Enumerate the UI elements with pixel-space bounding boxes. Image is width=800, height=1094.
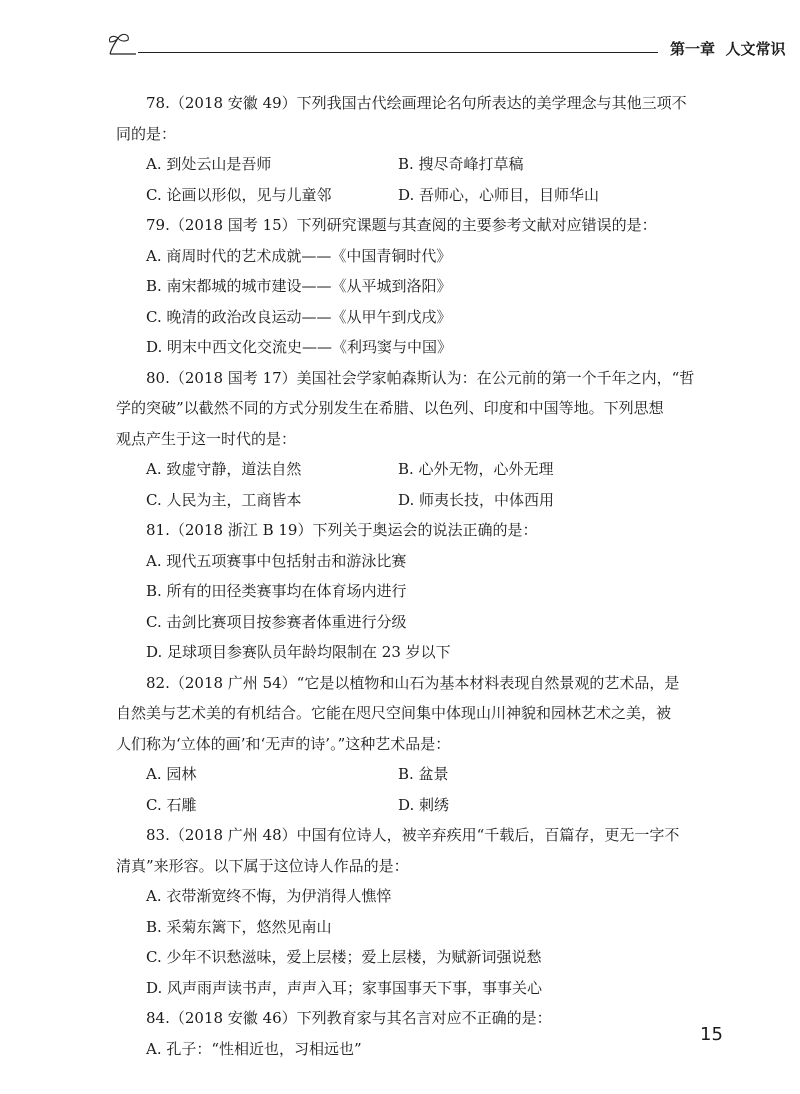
- option-d: D. 明末中西文化交流史——《利玛窦与中国》: [146, 338, 453, 356]
- question-stem: 81.（2018 浙江 B 19）下列关于奥运会的说法正确的是：: [146, 521, 538, 539]
- option-a: A. 园林: [146, 765, 197, 783]
- question-stem-continued: 同的是：: [116, 124, 177, 143]
- question-82: [116, 668, 720, 821]
- option-row: [140, 180, 720, 211]
- question-stem-continued: 清真”来形容。以下属于这位诗人作品的是：: [116, 856, 409, 875]
- question-83: [116, 820, 720, 1003]
- option-b: B. 采菊东篱下，悠然见南山: [146, 917, 332, 936]
- question-stem: 79.（2018 国考 15）下列研究课题与其查阅的主要参考文献对应错误的是：: [146, 216, 657, 234]
- question-stem-continued: 自然美与艺术美的有机结合。它能在咫尺空间集中体现山川神貌和园林艺术之美，被: [116, 704, 672, 722]
- option-a: A. 到处云山是吾师: [146, 155, 272, 173]
- option-d: D. 足球项目参赛队员年龄均限制在 23 岁以下: [146, 643, 451, 661]
- option-c: C. 击剑比赛项目按参赛者体重进行分级: [146, 612, 407, 631]
- option-d: D. 刺绣: [398, 795, 450, 814]
- option-a: A. 衣带渐宽终不悔，为伊消得人憔悴: [146, 887, 392, 905]
- question-stem: 78.（2018 安徽 49）下列我国古代绘画理论名句所表达的美学理念与其他三项不: [146, 94, 687, 112]
- question-stem-continued: 学的突破”以截然不同的方式分别发生在希腊、以色列、印度和中国等地。下列思想: [116, 399, 664, 417]
- question-stem: 84.（2018 安徽 46）下列教育家与其名言对应不正确的是：: [146, 1009, 552, 1027]
- chapter-title: [666, 38, 789, 59]
- question-stem: 80.（2018 国考 17）美国社会学家帕森斯认为：在公元前的第一个千年之内，“哲: [146, 368, 695, 387]
- sprout-icon: [106, 32, 136, 56]
- option-c: C. 人民为主，工商皆本: [146, 490, 302, 509]
- question-stem: 82.（2018 广州 54）“它是以植物和山石为基本材料表现自然景观的艺术品，是: [146, 673, 680, 692]
- question-stem-continued: 人们称为‘立体的画’和‘无声的诗’。”这种艺术品是：: [116, 734, 451, 753]
- question-81: [140, 515, 720, 668]
- option-c: C. 少年不识愁滋味，爱上层楼；爱上层楼，为赋新词强说愁: [146, 948, 542, 966]
- chapter-number: 第一章: [670, 40, 716, 58]
- option-b: B. 搜尽奇峰打草稿: [398, 155, 524, 173]
- question-84: [140, 1003, 720, 1064]
- question-80: [116, 363, 720, 516]
- option-d: D. 师夷长技，中体西用: [398, 490, 555, 509]
- question-list: [116, 88, 720, 1064]
- question-78: [116, 88, 720, 210]
- option-row: [140, 485, 720, 516]
- option-b: B. 所有的田径类赛事均在体育场内进行: [146, 582, 407, 600]
- option-b: B. 南宋都城的城市建设——《从平城到洛阳》: [146, 277, 452, 295]
- option-row: [140, 759, 720, 790]
- option-d: D. 吾师心，心师目，目师华山: [398, 185, 600, 204]
- option-b: B. 心外无物，心外无理: [398, 460, 554, 478]
- page-header: [106, 32, 788, 62]
- option-c: C. 石雕: [146, 795, 197, 814]
- option-b: B. 盆景: [398, 765, 449, 783]
- option-a: A. 致虚守静，道法自然: [146, 460, 302, 478]
- option-c: C. 晚清的政治改良运动——《从甲午到戊戌》: [146, 307, 452, 326]
- question-stem-continued: 观点产生于这一时代的是：: [116, 429, 297, 448]
- question-stem: 83.（2018 广州 48）中国有位诗人，被辛弃疾用“千载后，百篇存，更无一字不: [146, 826, 680, 844]
- option-a: A. 商周时代的艺术成就——《中国青铜时代》: [146, 246, 452, 265]
- option-c: C. 论画以形似，见与儿童邻: [146, 185, 332, 204]
- header-rule-left: [138, 52, 658, 53]
- option-d: D. 风声雨声读书声，声声入耳；家事国事天下事，事事关心: [146, 978, 543, 997]
- option-row: [140, 790, 720, 821]
- option-a: A. 现代五项赛事中包括射击和游泳比赛: [146, 551, 407, 570]
- option-row: [140, 454, 720, 485]
- option-row: [140, 149, 720, 180]
- question-79: [140, 210, 720, 363]
- page-number: 15: [700, 1024, 723, 1045]
- section-name: 人文常识: [725, 40, 786, 58]
- option-a: A. 孔子：“性相近也，习相远也”: [146, 1039, 362, 1058]
